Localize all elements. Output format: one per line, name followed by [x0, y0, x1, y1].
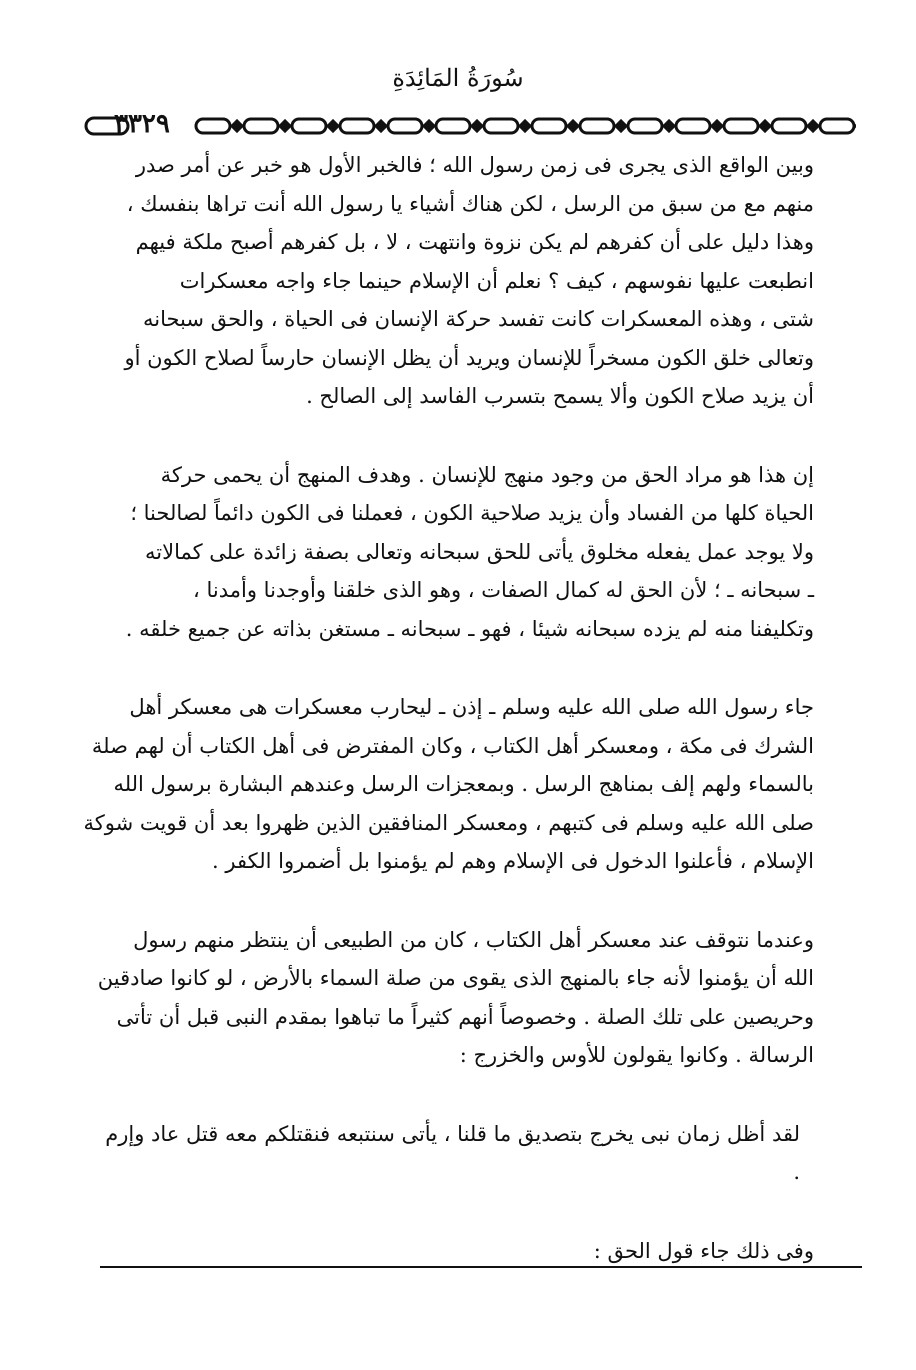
chain-link: [820, 119, 854, 133]
text-line: وتعالى خلق الكون مسخراً للإنسان ويريد أن يظل الإنسان حارساً لصلاح الكون أو: [124, 345, 814, 370]
text-line: الرسالة . وكانوا يقولون للأوس والخزرج :: [459, 1043, 814, 1067]
text-line: ولا يوجد عمل يفعله مخلوق يأتى للحق سبحانه وتعالى بصفة زائدة على كمالاته: [144, 539, 814, 564]
text-line: بالسماء ولهم إلف بمناهج الرسل . وبمعجزات الرسل وعندهم البشارة برسول الله: [113, 772, 814, 796]
paragraph-1: [94, 146, 814, 416]
chain-diamond: [280, 121, 290, 131]
sura-title: سُورَةُ المَائِدَةِ: [392, 64, 524, 92]
chain-link: [628, 119, 662, 133]
body-text: [83, 146, 814, 1310]
quoted-saying: [94, 1115, 814, 1192]
chain-diamond: [568, 121, 578, 131]
chain-diamond: [664, 121, 674, 131]
footer-rule: [100, 1266, 862, 1268]
text-line: أن يزيد صلاح الكون وألا يسمح بتسرب الفاسد إلى الصالح .: [306, 384, 814, 408]
chain-link: [244, 119, 278, 133]
chain-link: [772, 119, 806, 133]
chain-diamond: [424, 121, 434, 131]
text-line: إن هذا هو مراد الحق من وجود منهج للإنسان . وهدف المنهج أن يحمى حركة: [160, 462, 814, 487]
text-line: انطبعت عليها نفوسهم ، كيف ؟ نعلم أن الإسلام حينما جاء واجه معسكرات: [179, 268, 814, 293]
chain-link: [676, 119, 710, 133]
text-line: الحياة كلها من الفساد وأن يزيد صلاحية الكون ، فعملنا فى الكون دائماً لصالحنا ؛: [130, 501, 814, 525]
chain-diamond: [376, 121, 386, 131]
chain-diamond: [232, 121, 242, 131]
text-line: منهم مع من سبق من الرسل ، لكن هناك أشياء يا رسول الله أنت تراها بنفسك ،: [126, 191, 814, 216]
text-line: الإسلام ، فأعلنوا الدخول فى الإسلام وهم لم يؤمنوا بل أضمروا الكفر .: [212, 849, 814, 873]
chain-link: [340, 119, 374, 133]
text-line: الشرك فى مكة ، ومعسكر أهل الكتاب ، وكان المفترض فى أهل الكتاب أن لهم صلة: [91, 733, 814, 758]
text-line: شتى ، وهذه المعسكرات كانت تفسد حركة الإنسان فى الحياة ، والحق سبحانه: [143, 307, 814, 331]
text-line: وتكليفنا منه لم يزده سبحانه شيئا ، فهو ـ سبحانه ـ مستغن بذاته عن جميع خلقه .: [125, 616, 814, 641]
chain-diamond: [616, 121, 626, 131]
text-line: ـ سبحانه ـ ؛ لأن الحق له كمال الصفات ، وهو الذى خلقنا وأوجدنا وأمدنا ،: [193, 578, 814, 602]
paragraph-2: [94, 456, 814, 649]
text-line: وإرم .: [105, 1121, 800, 1184]
text-line: جاء رسول الله صلى الله عليه وسلم ـ إذن ـ ليحارب معسكرات هى معسكر أهل: [129, 695, 814, 719]
chain-link: [388, 119, 422, 133]
chain-link: [436, 119, 470, 133]
chain-link: [724, 119, 758, 133]
chain-link: [196, 119, 230, 133]
text-line: الله أن يؤمنوا لأنه جاء بالمنهج الذى يقوى من صلة السماء بالأرض ، لو كانوا صادقين: [97, 966, 814, 990]
paragraph-3: [83, 688, 814, 881]
chain-link: [532, 119, 566, 133]
chain-link: [580, 119, 614, 133]
page-number: ٣٣٢٩: [114, 109, 170, 139]
chain-diamond: [472, 121, 482, 131]
chain-diamond: [328, 121, 338, 131]
paragraph-4: [94, 921, 814, 1075]
decorative-header-rule: [84, 108, 856, 144]
chain-link: [484, 119, 518, 133]
chain-diamond: [808, 121, 818, 131]
text-line: لقد أظل زمان نبى يخرج بتصديق ما قلنا ، يأتى سنتبعه فنقتلكم معه قتل عاد: [151, 1121, 800, 1146]
closing-line: وفى ذلك جاء قول الحق :: [593, 1238, 814, 1263]
text-line: وعندما نتوقف عند معسكر أهل الكتاب ، كان من الطبيعى أن ينتظر منهم رسول: [133, 927, 814, 952]
chain-diamond: [520, 121, 530, 131]
text-line: صلى الله عليه وسلم فى كتبهم ، ومعسكر المنافقين الذين ظهروا بعد أن قويت شوكة: [83, 810, 814, 835]
text-line: وبين الواقع الذى يجرى فى زمن رسول الله ؛ فالخبر الأول هو خبر عن أمر صدر: [135, 153, 814, 177]
chain-diamond: [712, 121, 722, 131]
text-line: وحريصين على تلك الصلة . وخصوصاً أنهم كثيراً ما تباهوا بمقدم النبى قبل أن تأتى: [116, 1004, 814, 1029]
chain-link: [292, 119, 326, 133]
text-line: وهذا دليل على أن كفرهم لم يكن نزوة وانتهت ، لا ، بل كفرهم أصبح ملكة فيهم: [135, 230, 814, 254]
chain-diamond: [760, 121, 770, 131]
